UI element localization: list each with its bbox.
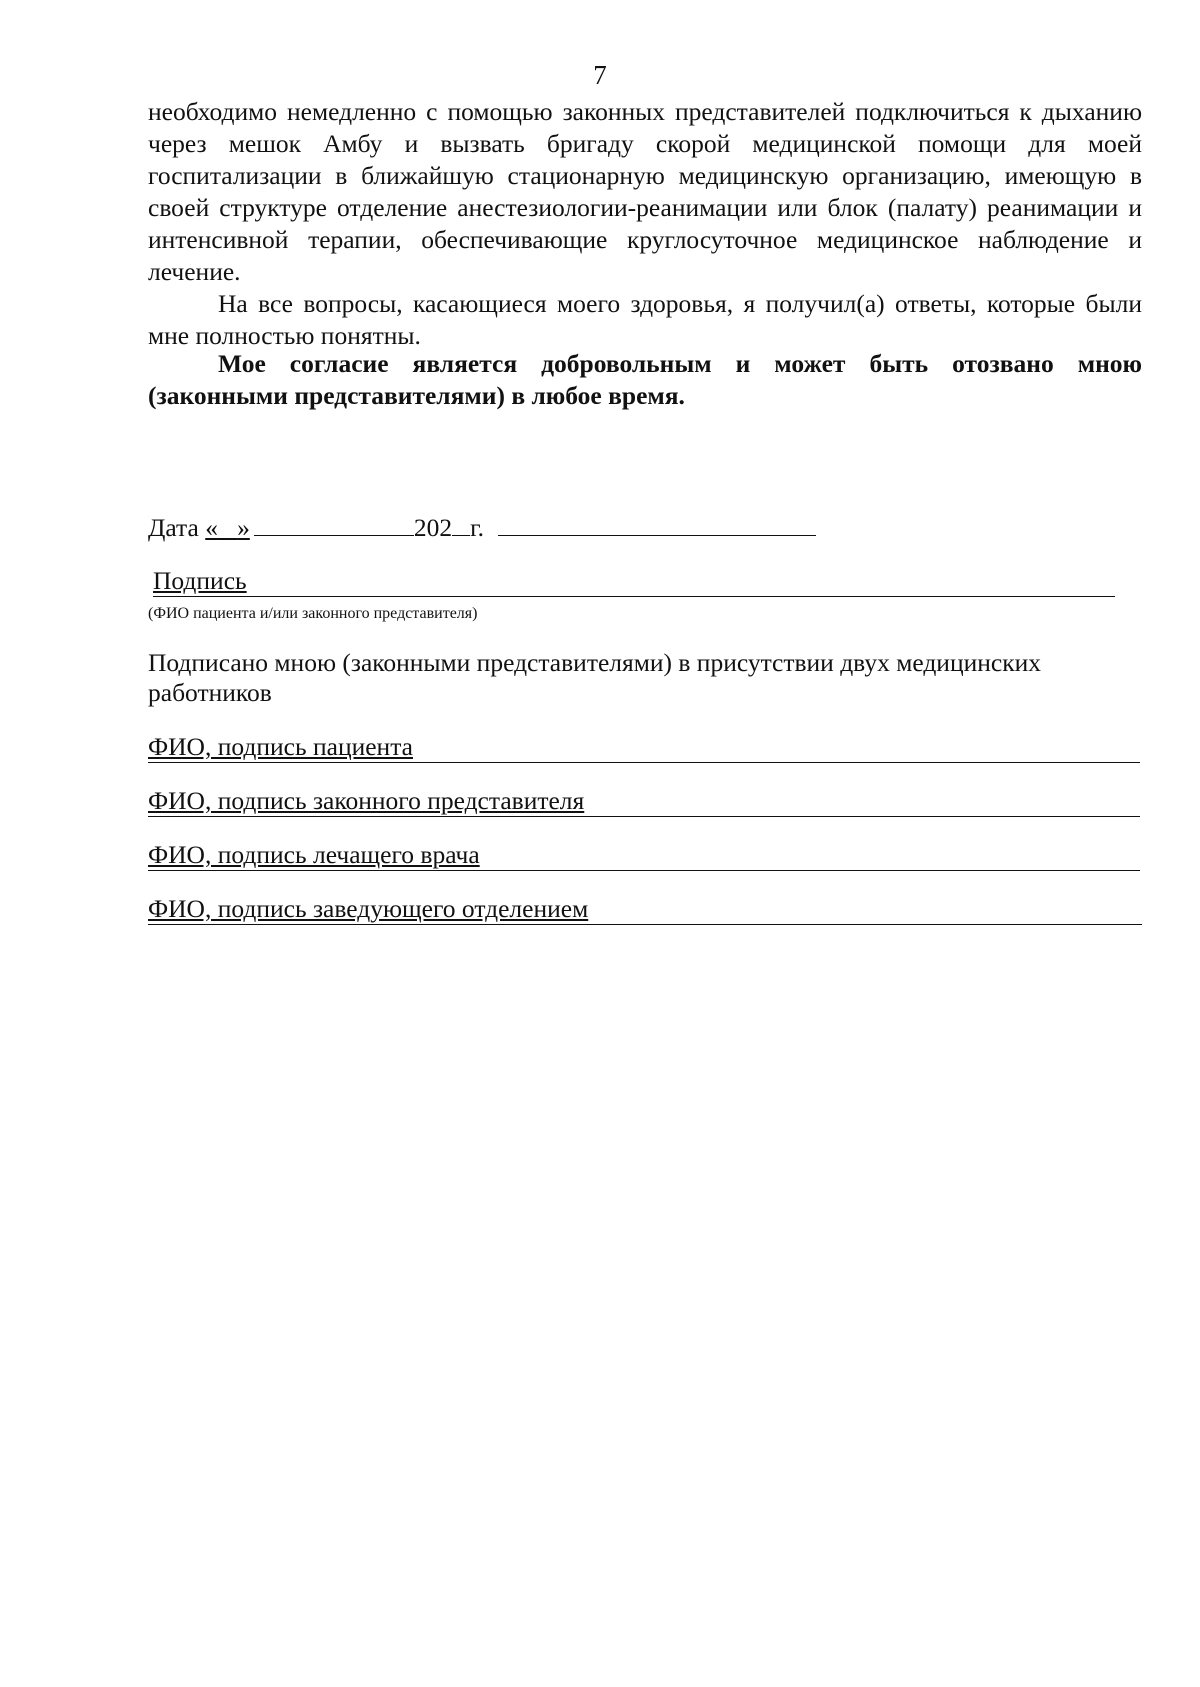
signature-line-patient[interactable] (148, 732, 1140, 763)
signature-line-department-head[interactable] (148, 894, 1142, 925)
consent-paragraph-emergency: необходимо немедленно с помощью законных представителей подключиться к дыханию через мешок Амбу и вызвать бригаду скорой медицинской помощи для моей госпитализации в ближайшую стационарную медицинскую организацию, имеющую в своей структуре отделение анестезиологии-реанимации или блок (палату) реанимации и интенсивной терапии, обеспечивающие круглосуточное медицинское наблюдение и лечение. (148, 97, 1142, 286)
date-extra-field[interactable] (498, 513, 816, 536)
consent-paragraph-questions: На все вопросы, касающиеся моего здоровья, я получил(а) ответы, которые были мне полностью понятны. (148, 289, 1142, 350)
witness-intro: Подписано мною (законными представителями) в присутствии двух медицинских работников (148, 648, 1041, 707)
consent-paragraph-voluntary: Мое согласие является добровольным и может быть отозвано мною (законными представителями) в любое время. (148, 349, 1142, 410)
page-number: 7 (593, 60, 607, 90)
date-quote-close: » (237, 513, 250, 542)
date-year-suffix: г. (470, 513, 485, 542)
date-field-line (148, 512, 816, 544)
signature-caption: (ФИО пациента и/или законного представителя) (148, 605, 478, 622)
signature-label-attending-physician: ФИО, подпись лечащего врача (148, 840, 480, 869)
date-quote-open: « (205, 513, 218, 542)
date-month-field[interactable] (254, 513, 414, 536)
signature-label-patient: ФИО, подпись пациента (148, 732, 413, 761)
date-year-field[interactable] (452, 513, 470, 536)
signature-line[interactable] (153, 566, 1115, 597)
signature-label: Подпись (153, 566, 247, 595)
date-label: Дата (148, 513, 199, 542)
date-year: 202 (413, 513, 453, 542)
signature-label-legal-representative: ФИО, подпись законного представителя (148, 786, 585, 815)
signature-line-attending-physician[interactable] (148, 840, 1140, 871)
signature-label-department-head: ФИО, подпись заведующего отделением (148, 894, 589, 923)
date-day-field[interactable] (205, 513, 250, 542)
signature-line-legal-representative[interactable] (148, 786, 1140, 817)
